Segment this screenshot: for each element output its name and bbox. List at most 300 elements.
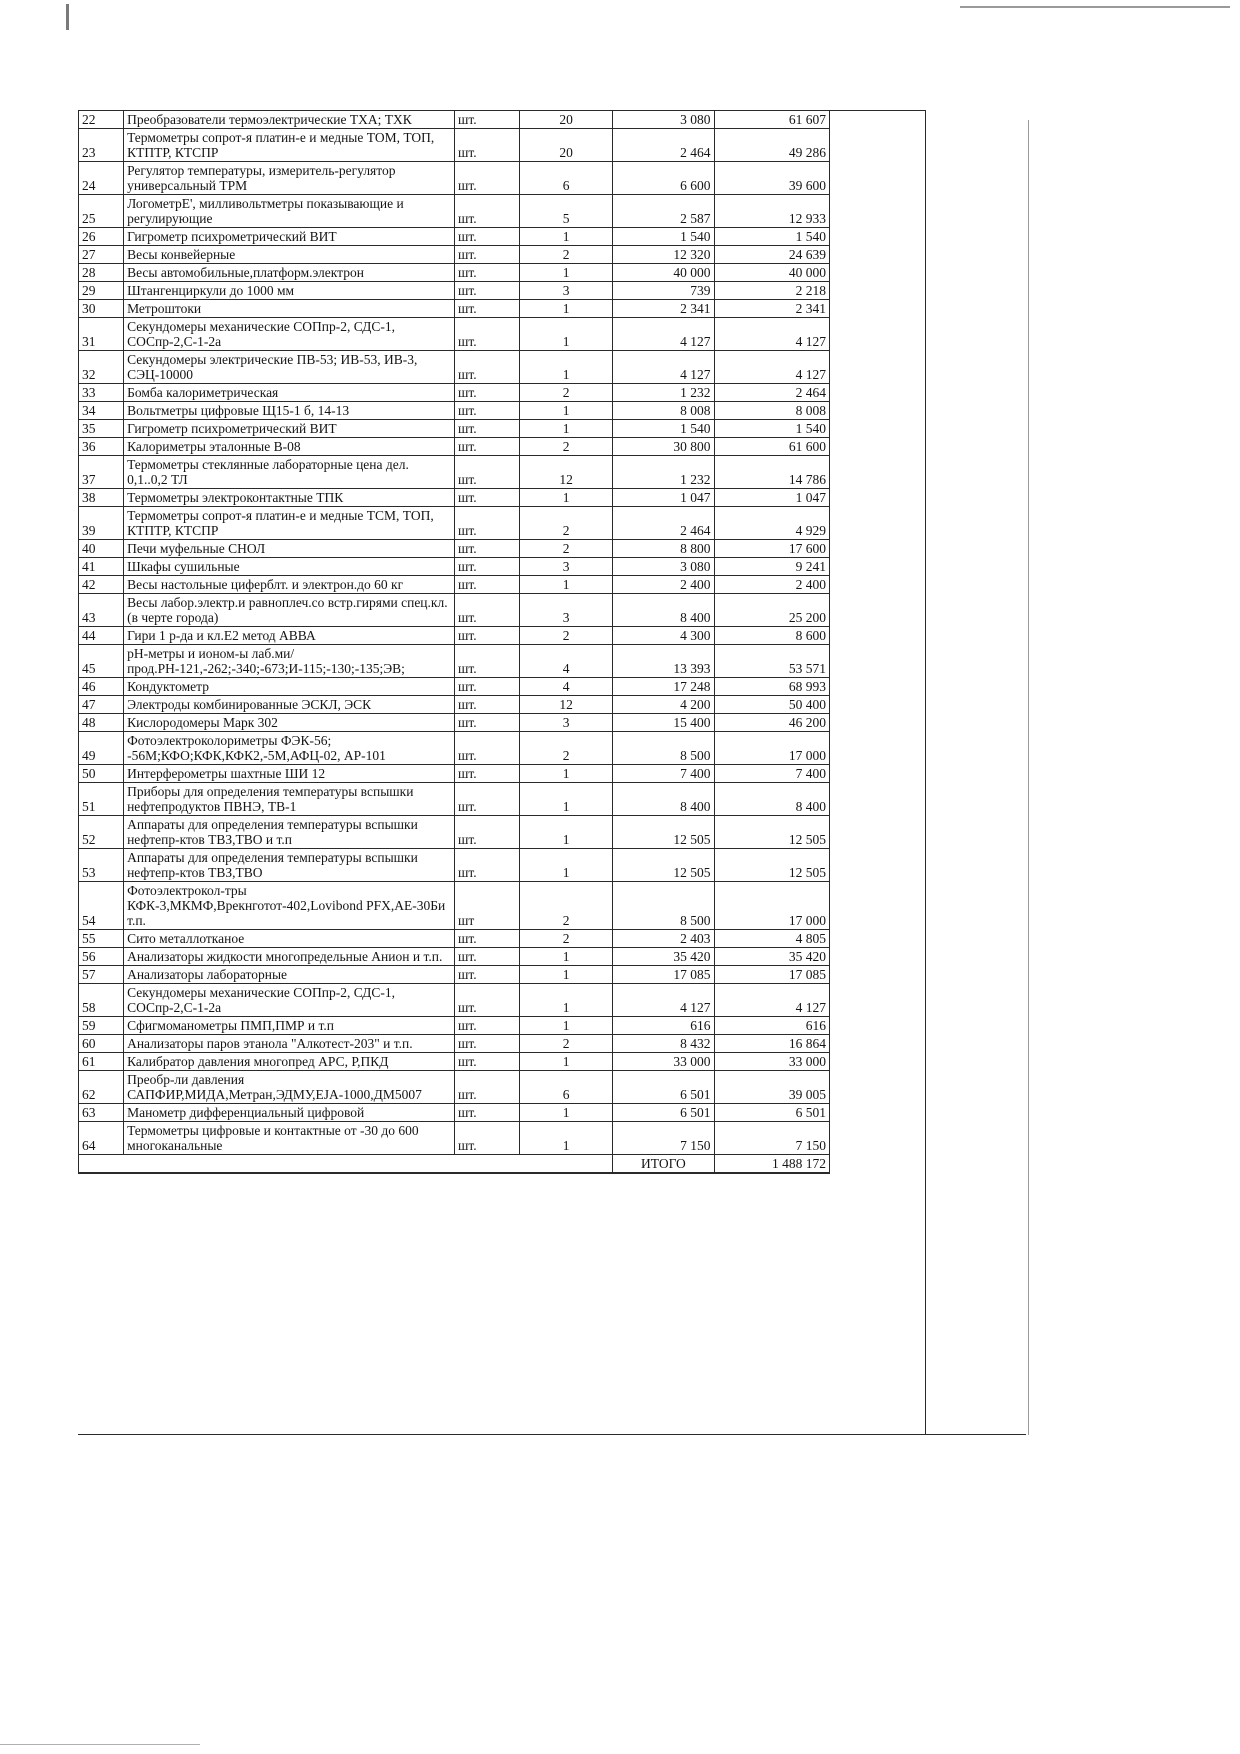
cell-price: 1 047: [613, 489, 714, 507]
cell-total: 25 200: [714, 594, 830, 627]
cell-qty: 1: [519, 783, 612, 816]
cell-qty: 1: [519, 264, 612, 282]
cell-total: 8 600: [714, 627, 830, 645]
cell-total: 17 000: [714, 732, 830, 765]
cell-name: Весы автомобильные,платформ.электрон: [124, 264, 455, 282]
cell-unit: шт.: [455, 1053, 520, 1071]
cell-qty: 1: [519, 948, 612, 966]
cell-price: 7 400: [613, 765, 714, 783]
cell-qty: 20: [519, 129, 612, 162]
scan-mark-top-left: [66, 4, 69, 30]
cell-price: 2 341: [613, 300, 714, 318]
cell-price: 7 150: [613, 1122, 714, 1155]
cell-unit: шт.: [455, 1104, 520, 1122]
cell-unit: шт.: [455, 318, 520, 351]
cell-qty: 1: [519, 849, 612, 882]
cell-name: рН-метры и ионом-ы лаб.ми/прод.РН-121,-262;-340;-673;И-115;-130;-135;ЭВ;: [124, 645, 455, 678]
table-row: [79, 1017, 830, 1035]
cell-num: 34: [79, 402, 124, 420]
cell-price: 13 393: [613, 645, 714, 678]
cell-total: 61 600: [714, 438, 830, 456]
cell-price: 35 420: [613, 948, 714, 966]
cell-name: Весы лабор.электр.и равноплеч.со встр.гирями спец.кл.(в черте города): [124, 594, 455, 627]
cell-unit: шт.: [455, 627, 520, 645]
cell-unit: шт.: [455, 129, 520, 162]
cell-unit: шт.: [455, 402, 520, 420]
cell-num: 46: [79, 678, 124, 696]
cell-num: 54: [79, 882, 124, 930]
cell-price: 6 600: [613, 162, 714, 195]
cell-num: 35: [79, 420, 124, 438]
cell-name: Печи муфельные СНОЛ: [124, 540, 455, 558]
cell-unit: шт.: [455, 948, 520, 966]
cell-num: 56: [79, 948, 124, 966]
cell-qty: 3: [519, 558, 612, 576]
table-row: [79, 714, 830, 732]
cell-num: 50: [79, 765, 124, 783]
cell-unit: шт.: [455, 456, 520, 489]
cell-num: 36: [79, 438, 124, 456]
cell-price: 2 464: [613, 507, 714, 540]
table-row: [79, 351, 830, 384]
cell-qty: 2: [519, 507, 612, 540]
cell-total: 68 993: [714, 678, 830, 696]
cell-total: 1 047: [714, 489, 830, 507]
cell-price: 12 505: [613, 849, 714, 882]
cell-qty: 1: [519, 228, 612, 246]
table-row: [79, 576, 830, 594]
cell-total: 4 805: [714, 930, 830, 948]
cell-name: Кислородомеры Марк 302: [124, 714, 455, 732]
cell-unit: шт.: [455, 111, 520, 129]
table-row: [79, 732, 830, 765]
cell-qty: 2: [519, 246, 612, 264]
cell-total: 2 400: [714, 576, 830, 594]
total-value: 1 488 172: [714, 1155, 830, 1174]
cell-qty: 1: [519, 576, 612, 594]
cell-price: 739: [613, 282, 714, 300]
cell-total: 1 540: [714, 228, 830, 246]
cell-price: 15 400: [613, 714, 714, 732]
cell-num: 51: [79, 783, 124, 816]
cell-name: Сфигмоманометры ПМП,ПМР и т.п: [124, 1017, 455, 1035]
cell-num: 59: [79, 1017, 124, 1035]
cell-unit: шт.: [455, 438, 520, 456]
table-frame-bottom: [78, 1434, 1026, 1435]
cell-price: 3 080: [613, 111, 714, 129]
table-row: [79, 456, 830, 489]
cell-name: Шкафы сушильные: [124, 558, 455, 576]
cell-name: Секундомеры электрические ПВ-53; ИВ-53, ИВ-3, СЭЦ-10000: [124, 351, 455, 384]
cell-qty: 3: [519, 594, 612, 627]
cell-price: 2 587: [613, 195, 714, 228]
cell-unit: шт.: [455, 645, 520, 678]
cell-price: 8 432: [613, 1035, 714, 1053]
cell-num: 28: [79, 264, 124, 282]
table-row: [79, 1104, 830, 1122]
table-row: [79, 438, 830, 456]
cell-num: 57: [79, 966, 124, 984]
cell-total: 14 786: [714, 456, 830, 489]
cell-name: Бомба калориметрическая: [124, 384, 455, 402]
cell-qty: 12: [519, 456, 612, 489]
cell-qty: 12: [519, 696, 612, 714]
cell-unit: шт.: [455, 732, 520, 765]
cell-unit: шт.: [455, 1071, 520, 1104]
cell-qty: 4: [519, 645, 612, 678]
cell-name: Фотоэлектрокол-тры КФК-3,МКМФ,Врекнготот-402,Lovibond PFX,AE-30Би т.п.: [124, 882, 455, 930]
cell-qty: 2: [519, 438, 612, 456]
cell-unit: шт.: [455, 714, 520, 732]
cell-total: 6 501: [714, 1104, 830, 1122]
cell-unit: шт.: [455, 558, 520, 576]
cell-num: 62: [79, 1071, 124, 1104]
cell-name: Термометры сопрот-я платин-е и медные ТСМ, ТОП, КТПТР, КТСПР: [124, 507, 455, 540]
cell-num: 49: [79, 732, 124, 765]
cell-price: 8 800: [613, 540, 714, 558]
cell-num: 60: [79, 1035, 124, 1053]
cell-unit: шт.: [455, 696, 520, 714]
cell-num: 48: [79, 714, 124, 732]
table-row: [79, 384, 830, 402]
cell-name: Гигрометр психрометрический ВИТ: [124, 228, 455, 246]
cell-qty: 1: [519, 816, 612, 849]
cell-unit: шт.: [455, 1017, 520, 1035]
cell-total: 50 400: [714, 696, 830, 714]
cell-num: 23: [79, 129, 124, 162]
table-row: [79, 627, 830, 645]
cell-unit: шт.: [455, 966, 520, 984]
cell-name: Анализаторы паров этанола "Алкотест-203" и т.п.: [124, 1035, 455, 1053]
cell-name: Секундомеры механические СОПпр-2, СДС-1, СОСпр-2,С-1-2а: [124, 984, 455, 1017]
cell-qty: 2: [519, 627, 612, 645]
cell-price: 1 540: [613, 420, 714, 438]
cell-price: 17 085: [613, 966, 714, 984]
table-row: [79, 402, 830, 420]
cell-name: Калориметры эталонные В-08: [124, 438, 455, 456]
cell-unit: шт.: [455, 576, 520, 594]
cell-qty: 2: [519, 732, 612, 765]
table-row: [79, 816, 830, 849]
cell-name: Кондуктометр: [124, 678, 455, 696]
cell-total: 17 600: [714, 540, 830, 558]
cell-total: 1 540: [714, 420, 830, 438]
cell-name: Термометры стеклянные лабораторные цена дел. 0,1..0,2 ТЛ: [124, 456, 455, 489]
cell-qty: 1: [519, 984, 612, 1017]
cell-qty: 1: [519, 318, 612, 351]
cell-total: 8 400: [714, 783, 830, 816]
cell-num: 52: [79, 816, 124, 849]
total-label: ИТОГО: [613, 1155, 714, 1174]
cell-price: 616: [613, 1017, 714, 1035]
cell-total: 2 218: [714, 282, 830, 300]
cell-qty: 1: [519, 1053, 612, 1071]
cell-total: 39 600: [714, 162, 830, 195]
cell-unit: шт.: [455, 1122, 520, 1155]
cell-price: 30 800: [613, 438, 714, 456]
cell-price: 1 540: [613, 228, 714, 246]
cell-name: Весы конвейерные: [124, 246, 455, 264]
cell-price: 6 501: [613, 1071, 714, 1104]
cell-qty: 20: [519, 111, 612, 129]
cell-price: 2 403: [613, 930, 714, 948]
cell-total: 33 000: [714, 1053, 830, 1071]
table-row: [79, 783, 830, 816]
cell-total: 46 200: [714, 714, 830, 732]
cell-unit: шт.: [455, 816, 520, 849]
cell-qty: 2: [519, 882, 612, 930]
cell-num: 41: [79, 558, 124, 576]
cell-name: Фотоэлектроколориметры ФЭК-56; -56М;КФО;КФК,КФК2,-5М,АФЦ-02, АР-101: [124, 732, 455, 765]
cell-price: 4 127: [613, 351, 714, 384]
cell-unit: шт.: [455, 228, 520, 246]
cell-unit: шт.: [455, 351, 520, 384]
cell-total: 7 150: [714, 1122, 830, 1155]
cell-name: Гигрометр психрометрический ВИТ: [124, 420, 455, 438]
cell-total: 16 864: [714, 1035, 830, 1053]
cell-total: 40 000: [714, 264, 830, 282]
cell-price: 4 300: [613, 627, 714, 645]
cell-total: 9 241: [714, 558, 830, 576]
cell-total: 61 607: [714, 111, 830, 129]
table-row: [79, 246, 830, 264]
cell-total: 24 639: [714, 246, 830, 264]
cell-price: 1 232: [613, 384, 714, 402]
table-frame-far-line: [1028, 120, 1029, 1435]
cell-price: 12 320: [613, 246, 714, 264]
table-row: [79, 594, 830, 627]
cell-qty: 1: [519, 402, 612, 420]
cell-qty: 5: [519, 195, 612, 228]
cell-qty: 1: [519, 1104, 612, 1122]
table-row: [79, 264, 830, 282]
cell-name: ЛогометрЕ', милливольтметры показывающие и регулирующие: [124, 195, 455, 228]
cell-total: 53 571: [714, 645, 830, 678]
cell-total: 49 286: [714, 129, 830, 162]
cell-num: 32: [79, 351, 124, 384]
table-row: [79, 1053, 830, 1071]
cell-num: 29: [79, 282, 124, 300]
cell-num: 22: [79, 111, 124, 129]
cell-total: 8 008: [714, 402, 830, 420]
cell-unit: шт.: [455, 246, 520, 264]
cell-unit: шт.: [455, 195, 520, 228]
cell-qty: 2: [519, 930, 612, 948]
cell-name: Метроштоки: [124, 300, 455, 318]
cell-unit: шт.: [455, 300, 520, 318]
cell-name: Штангенциркули до 1000 мм: [124, 282, 455, 300]
cell-qty: 6: [519, 1071, 612, 1104]
cell-total: 4 127: [714, 318, 830, 351]
cell-total: 35 420: [714, 948, 830, 966]
cell-num: 63: [79, 1104, 124, 1122]
table-row: [79, 930, 830, 948]
cell-qty: 4: [519, 678, 612, 696]
table-row: [79, 1035, 830, 1053]
cell-unit: шт.: [455, 783, 520, 816]
cell-qty: 6: [519, 162, 612, 195]
cell-price: 17 248: [613, 678, 714, 696]
cell-num: 27: [79, 246, 124, 264]
cell-total: 12 505: [714, 816, 830, 849]
cell-price: 3 080: [613, 558, 714, 576]
cell-num: 42: [79, 576, 124, 594]
cell-total: 39 005: [714, 1071, 830, 1104]
scan-mark-top-right: [960, 6, 1230, 8]
cell-unit: шт.: [455, 678, 520, 696]
cell-name: Термометры сопрот-я платин-е и медные ТОМ, ТОП, КТПТР, КТСПР: [124, 129, 455, 162]
cell-total: 4 929: [714, 507, 830, 540]
cell-unit: шт.: [455, 765, 520, 783]
cell-num: 53: [79, 849, 124, 882]
cell-name: Анализаторы лабораторные: [124, 966, 455, 984]
cell-num: 45: [79, 645, 124, 678]
cell-unit: шт.: [455, 984, 520, 1017]
cell-num: 64: [79, 1122, 124, 1155]
cell-qty: 1: [519, 1017, 612, 1035]
cell-unit: шт.: [455, 282, 520, 300]
cell-price: 4 127: [613, 318, 714, 351]
table-row: [79, 984, 830, 1017]
cell-qty: 1: [519, 420, 612, 438]
cell-unit: шт.: [455, 507, 520, 540]
table-row: [79, 882, 830, 930]
cell-qty: 2: [519, 384, 612, 402]
cell-name: Приборы для определения температуры вспышки нефтепродуктов ПВНЭ, ТВ-1: [124, 783, 455, 816]
cell-num: 38: [79, 489, 124, 507]
cell-num: 37: [79, 456, 124, 489]
table-row: [79, 489, 830, 507]
cell-qty: 1: [519, 765, 612, 783]
cell-num: 58: [79, 984, 124, 1017]
cell-price: 2 400: [613, 576, 714, 594]
cell-name: Весы настольные циферблт. и электрон.до 60 кг: [124, 576, 455, 594]
table-row: [79, 195, 830, 228]
cell-num: 26: [79, 228, 124, 246]
table-row: [79, 1071, 830, 1104]
table-row: [79, 558, 830, 576]
cell-name: Манометр дифференциальный цифровой: [124, 1104, 455, 1122]
cell-total: 7 400: [714, 765, 830, 783]
cell-qty: 2: [519, 540, 612, 558]
cell-price: 8 400: [613, 594, 714, 627]
cell-unit: шт.: [455, 264, 520, 282]
table-row: [79, 282, 830, 300]
cell-price: 6 501: [613, 1104, 714, 1122]
cell-num: 61: [79, 1053, 124, 1071]
cell-price: 8 400: [613, 783, 714, 816]
cell-unit: шт.: [455, 420, 520, 438]
table-frame-right: [830, 110, 926, 1435]
cell-total: 17 000: [714, 882, 830, 930]
table-row: [79, 678, 830, 696]
cell-name: Сито металлотканое: [124, 930, 455, 948]
cell-price: 8 500: [613, 882, 714, 930]
table-row: [79, 507, 830, 540]
cell-price: 1 232: [613, 456, 714, 489]
table-row: [79, 300, 830, 318]
cell-name: Интерферометры шахтные ШИ 12: [124, 765, 455, 783]
table-row: [79, 696, 830, 714]
inventory-rows: [79, 111, 830, 1155]
total-row: [79, 1155, 830, 1174]
cell-price: 40 000: [613, 264, 714, 282]
cell-price: 2 464: [613, 129, 714, 162]
table-row: [79, 318, 830, 351]
cell-total: 12 505: [714, 849, 830, 882]
cell-name: Гири 1 р-да и кл.Е2 метод АВВА: [124, 627, 455, 645]
table-row: [79, 849, 830, 882]
cell-unit: шт.: [455, 849, 520, 882]
cell-name: Калибратор давления многопред АРС, Р,ПКД: [124, 1053, 455, 1071]
total-blank: [79, 1155, 613, 1174]
cell-num: 40: [79, 540, 124, 558]
table-row: [79, 540, 830, 558]
cell-num: 55: [79, 930, 124, 948]
cell-name: Анализаторы жидкости многопредельные Анион и т.п.: [124, 948, 455, 966]
cell-name: Электроды комбинированные ЭСКЛ, ЭСК: [124, 696, 455, 714]
cell-total: 4 127: [714, 351, 830, 384]
cell-num: 31: [79, 318, 124, 351]
cell-price: 12 505: [613, 816, 714, 849]
cell-unit: шт.: [455, 930, 520, 948]
cell-name: Преобразователи термоэлектрические ТХА; ТХК: [124, 111, 455, 129]
cell-price: 8 008: [613, 402, 714, 420]
cell-total: 17 085: [714, 966, 830, 984]
cell-unit: шт: [455, 882, 520, 930]
cell-unit: шт.: [455, 1035, 520, 1053]
table-row: [79, 228, 830, 246]
cell-price: 4 200: [613, 696, 714, 714]
cell-num: 44: [79, 627, 124, 645]
cell-num: 30: [79, 300, 124, 318]
cell-name: Термометры цифровые и контактные от -30 до 600 многоканальные: [124, 1122, 455, 1155]
cell-total: 12 933: [714, 195, 830, 228]
inventory-table: [78, 110, 830, 1174]
cell-qty: 1: [519, 966, 612, 984]
cell-qty: 1: [519, 300, 612, 318]
cell-num: 47: [79, 696, 124, 714]
cell-qty: 2: [519, 1035, 612, 1053]
table-row: [79, 645, 830, 678]
cell-qty: 1: [519, 351, 612, 384]
cell-price: 8 500: [613, 732, 714, 765]
table-row: [79, 162, 830, 195]
cell-unit: шт.: [455, 162, 520, 195]
cell-price: 33 000: [613, 1053, 714, 1071]
table-row: [79, 420, 830, 438]
cell-unit: шт.: [455, 594, 520, 627]
cell-name: Регулятор температуры, измеритель-регулятор универсальный ТРМ: [124, 162, 455, 195]
cell-total: 2 464: [714, 384, 830, 402]
cell-name: Вольтметры цифровые Щ15-1 б, 14-13: [124, 402, 455, 420]
cell-qty: 3: [519, 282, 612, 300]
cell-unit: шт.: [455, 489, 520, 507]
cell-price: 4 127: [613, 984, 714, 1017]
cell-name: Преобр-ли давления САПФИР,МИДА,Метран,ЭДМУ,EJA-1000,ДМ5007: [124, 1071, 455, 1104]
cell-name: Аппараты для определения температуры вспышки нефтепр-ктов ТВЗ,ТВО и т.п: [124, 816, 455, 849]
cell-total: 616: [714, 1017, 830, 1035]
cell-total: 2 341: [714, 300, 830, 318]
cell-num: 24: [79, 162, 124, 195]
cell-num: 43: [79, 594, 124, 627]
table-row: [79, 111, 830, 129]
cell-name: Секундомеры механические СОПпр-2, СДС-1, СОСпр-2,С-1-2а: [124, 318, 455, 351]
cell-name: Аппараты для определения температуры вспышки нефтепр-ктов ТВЗ,ТВО: [124, 849, 455, 882]
table-row: [79, 948, 830, 966]
cell-num: 33: [79, 384, 124, 402]
cell-num: 25: [79, 195, 124, 228]
